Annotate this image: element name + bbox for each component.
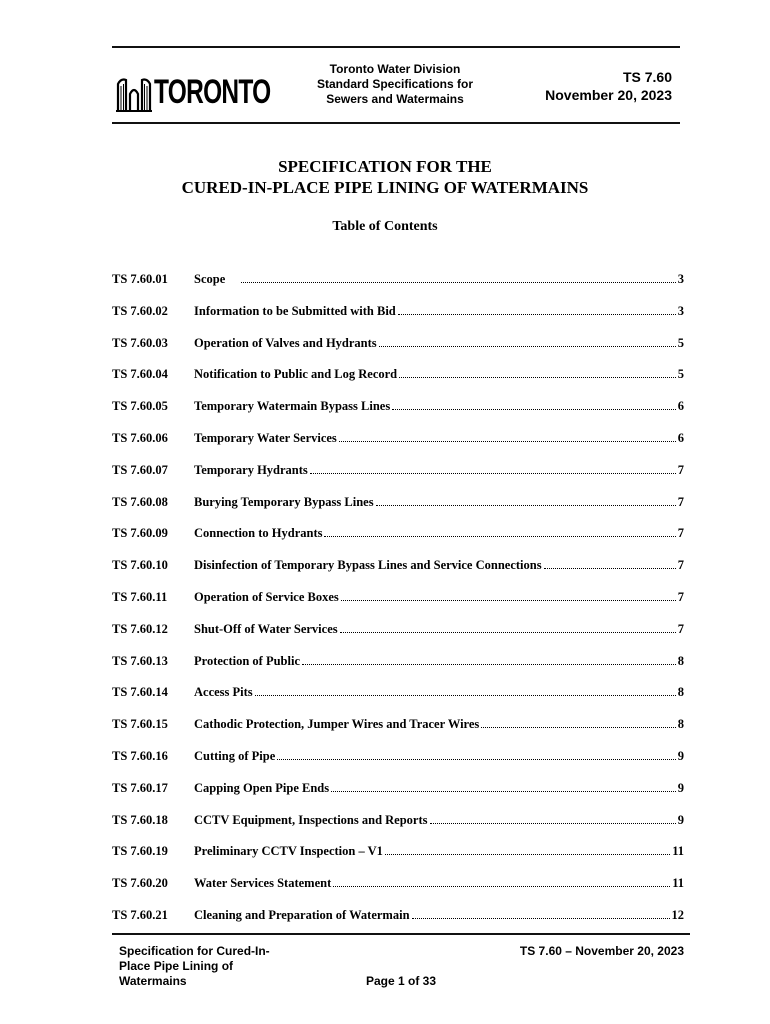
toc-heading: Table of Contents (332, 219, 438, 234)
toc-section-number: TS 7.60.13 (112, 653, 168, 668)
toc-section-title: Burying Temporary Bypass Lines (194, 494, 374, 509)
toc-section-title: Connection to Hydrants (194, 526, 323, 541)
toc-section-number: TS 7.60.05 (112, 399, 168, 414)
division-line: Standard Specifications for (316, 77, 474, 91)
spec-date: November 20, 2023 (545, 87, 672, 103)
toc-section-number: TS 7.60.20 (112, 876, 168, 891)
toc-entry[interactable] (112, 270, 684, 288)
toc-leader-dots (399, 365, 676, 378)
header-top-rule (112, 46, 680, 48)
toc-section-number: TS 7.60.14 (112, 685, 168, 700)
toc-section-title: Access Pits (194, 685, 253, 700)
toc-section-number: TS 7.60.01 (112, 272, 168, 286)
toc-leader-dots (392, 397, 676, 410)
toc-leader-dots (385, 842, 670, 855)
toc-section-title: Cleaning and Preparation of Watermain (194, 908, 410, 922)
toc-leader-dots (544, 556, 676, 569)
footer-title-line: Specification for Cured-In- (119, 944, 270, 958)
toc-page-number: 8 (677, 653, 684, 668)
toc-page-number: 5 (677, 335, 684, 350)
toc-section-number: TS 7.60.10 (112, 558, 168, 573)
toc-leader-dots (341, 588, 676, 601)
toc-section-title: Notification to Public and Log Record (194, 367, 398, 382)
toc-section-number: TS 7.60.07 (112, 462, 168, 477)
toc-section-title: Information to be Submitted with Bid (194, 303, 396, 318)
toc-entry[interactable] (112, 493, 684, 511)
toc-leader-dots (376, 493, 676, 506)
toc-page-number: 9 (677, 780, 684, 795)
toc-leader-dots (398, 302, 676, 315)
header-bottom-rule (112, 122, 680, 124)
toc-leader-dots (481, 715, 675, 728)
toc-section-title: Cathodic Protection, Jumper Wires and Tracer Wires (194, 717, 480, 732)
toc-leader-dots (302, 652, 676, 665)
toc-entry[interactable] (112, 811, 684, 829)
toc-leader-dots (241, 270, 676, 283)
toc-section-title: Cutting of Pipe (194, 749, 276, 763)
toc-page-number: 5 (677, 367, 684, 382)
title-line: CURED-IN-PLACE PIPE LINING OF WATERMAINS (181, 178, 589, 197)
toc-entry[interactable] (112, 683, 684, 701)
toc-leader-dots (339, 429, 676, 442)
toc-page-number: 8 (677, 717, 684, 732)
toc-entry[interactable] (112, 842, 684, 860)
spec-id-block (545, 68, 672, 104)
toc-page-number: 9 (677, 812, 684, 827)
spec-number: TS 7.60 (622, 69, 672, 85)
toc-section-number: TS 7.60.11 (112, 590, 168, 604)
toc-section-title: Water Services Statement (194, 876, 332, 891)
toc-entry[interactable] (112, 302, 684, 320)
toc-section-number: TS 7.60.16 (112, 749, 168, 763)
document-title (0, 156, 770, 198)
toc-leader-dots (324, 524, 675, 537)
division-info (300, 62, 490, 107)
toc-section-number: TS 7.60.09 (112, 526, 168, 541)
toc-entry[interactable] (112, 429, 684, 447)
toc-section-number: TS 7.60.21 (112, 908, 168, 922)
toc-section-title: Operation of Valves and Hydrants (194, 335, 377, 350)
toc-entry[interactable] (112, 747, 684, 765)
toc-page-number: 3 (677, 303, 684, 318)
footer-title-line: Place Pipe Lining of (119, 959, 234, 973)
footer-spec-date: TS 7.60 – November 20, 2023 (519, 944, 684, 958)
logo-text: TORONTO (154, 73, 271, 111)
toc-entry[interactable] (112, 461, 684, 479)
toc-leader-dots (379, 334, 676, 347)
toc-section-number: TS 7.60.17 (112, 780, 168, 795)
toc-leader-dots (331, 779, 676, 792)
footer-doc-title (119, 944, 299, 989)
toc-section-title: Shut-Off of Water Services (194, 621, 338, 636)
toc-section-number: TS 7.60.12 (112, 621, 168, 636)
toc-section-title: Temporary Hydrants (194, 462, 308, 477)
toc-section-title: Scope (194, 272, 226, 286)
toc-page-number: 7 (677, 590, 684, 604)
toc-section-number: TS 7.60.06 (112, 431, 168, 445)
toc-section-number: TS 7.60.02 (112, 303, 168, 318)
toc-section-number: TS 7.60.03 (112, 335, 168, 350)
toc-entry[interactable] (112, 365, 684, 383)
toc-entry[interactable] (112, 620, 684, 638)
toc-page-number: 7 (677, 558, 684, 573)
footer-title-line: Watermains (119, 974, 187, 988)
toc-section-title: CCTV Equipment, Inspections and Reports (194, 812, 428, 827)
toc-page-number: 9 (677, 749, 684, 763)
toc-page-number: 6 (677, 399, 684, 414)
toc-leader-dots (310, 461, 676, 474)
toc-entry[interactable] (112, 874, 684, 892)
toc-page-number: 7 (677, 462, 684, 477)
toc-section-number: TS 7.60.04 (112, 367, 168, 382)
toc-entry[interactable] (112, 397, 684, 415)
toc-entry[interactable] (112, 524, 684, 542)
toc-section-title: Protection of Public (194, 653, 300, 668)
toc-page-number: 7 (677, 621, 684, 636)
toc-page-number: 7 (677, 494, 684, 509)
toc-section-title: Preliminary CCTV Inspection – V1 (194, 844, 383, 859)
division-line: Sewers and Watermains (326, 92, 464, 106)
toc-leader-dots (412, 906, 670, 919)
toc-entry[interactable] (112, 556, 684, 574)
toc-section-number: TS 7.60.18 (112, 812, 168, 827)
division-line: Toronto Water Division (329, 62, 461, 76)
toc-leader-dots (340, 620, 676, 633)
toc-section-number: TS 7.60.19 (112, 844, 168, 859)
page-number: Page 1 of 33 (366, 974, 437, 988)
toc-entry[interactable] (112, 715, 684, 733)
toc-page-number: 6 (677, 431, 684, 445)
toc-section-title: Capping Open Pipe Ends (194, 780, 330, 795)
toc-leader-dots (333, 874, 670, 887)
footer-rule (112, 933, 690, 935)
title-line: SPECIFICATION FOR THE (278, 157, 492, 176)
toc-entry[interactable] (112, 652, 684, 670)
toc-section-number: TS 7.60.08 (112, 494, 168, 509)
toc-page-number: 11 (672, 876, 684, 891)
toc-section-title: Operation of Service Boxes (194, 590, 339, 604)
toc-leader-dots (277, 747, 676, 760)
toc-section-title: Temporary Water Services (194, 431, 337, 445)
toc-leader-dots (430, 811, 676, 824)
toc-entry[interactable] (112, 334, 684, 352)
toc-section-title: Temporary Watermain Bypass Lines (194, 399, 391, 414)
toc-page-number: 8 (677, 685, 684, 700)
toc-entry[interactable] (112, 906, 684, 924)
toronto-logo (116, 70, 271, 112)
toc-section-number: TS 7.60.15 (112, 717, 168, 732)
toc-page-number: 3 (677, 272, 684, 286)
toc-page-number: 12 (671, 908, 684, 922)
city-hall-icon (116, 70, 152, 112)
toc-page-number: 7 (677, 526, 684, 541)
toc-leader-dots (255, 683, 676, 696)
toc-entry[interactable] (112, 779, 684, 797)
toc-section-title: Disinfection of Temporary Bypass Lines and Service Connections (194, 558, 542, 573)
toc-entry[interactable] (112, 588, 684, 606)
toc-page-number: 11 (672, 844, 684, 859)
